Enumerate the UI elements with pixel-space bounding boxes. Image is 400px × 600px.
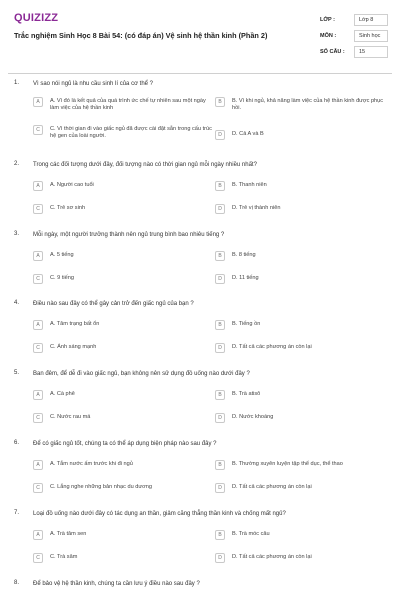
option-letter: B [215,390,225,400]
option-b[interactable] [215,96,385,118]
option-letter: B [215,530,225,540]
option-c[interactable] [33,273,213,289]
option-text: D. Tất cả các phương án còn lại [232,484,312,490]
option-a[interactable] [33,250,213,266]
option-letter: D [215,274,225,284]
option-d[interactable] [215,273,385,289]
question-text: Trong các đối tượng dưới đây, đối tượng nào có thời gian ngủ mỗi ngày nhiều nhất? [33,162,257,168]
question-number: 5. [14,370,20,376]
worksheet-meta [320,12,388,60]
option-b[interactable] [215,459,385,475]
option-d[interactable] [215,129,385,145]
worksheet-header [0,0,400,72]
option-text: C. Trẻ sơ sinh [50,205,86,211]
option-d[interactable] [215,342,385,358]
option-letter: C [33,274,43,284]
option-a[interactable] [33,319,213,335]
option-text: C. Ánh sáng mạnh [50,344,97,350]
option-a[interactable] [33,180,213,196]
option-letter: A [33,460,43,470]
option-a[interactable] [33,459,213,475]
option-letter: C [33,413,43,423]
option-letter: C [33,204,43,214]
option-text: C. Lắng nghe những bản nhạc du dương [50,484,152,490]
option-letter: C [33,343,43,353]
option-letter: C [33,125,43,135]
option-c[interactable] [33,552,213,568]
option-text: A. Tâm trạng bất ổn [50,321,100,327]
option-text: D. 11 tiếng [232,275,259,281]
option-text: D. Trẻ vị thành niên [232,205,281,211]
option-letter: B [215,251,225,261]
option-text: D. Cả A và B [232,131,264,137]
option-text: A. Vì đó là kết quả của quá trình ức chế tự nhiên sau một ngày làm việc của hệ thần kinh [50,98,206,111]
option-letter: B [215,97,225,107]
option-d[interactable] [215,482,385,498]
meta-value: Sinh học [354,30,388,42]
quizizz-logo: QUIZIZZ [14,12,59,24]
option-b[interactable] [215,250,385,266]
option-a[interactable] [33,96,213,118]
option-letter: B [215,181,225,191]
question-text: Loại đồ uống nào dưới đây có tác dụng an thần, giảm căng thẳng thần kinh và chống mất ngủ? [33,511,286,517]
option-text: C. Trà sâm [50,554,78,560]
meta-label: SỐ CÂU : [320,49,345,55]
question-number: 4. [14,300,20,306]
option-letter: D [215,553,225,563]
option-text: B. Vì khi ngủ, khả năng làm việc của hệ thần kinh được phục hồi. [232,98,384,111]
option-letter: C [33,553,43,563]
option-text: B. Trà móc câu [232,531,270,537]
meta-row-class [320,12,388,28]
option-a[interactable] [33,389,213,405]
option-letter: A [33,390,43,400]
question-number: 1. [14,80,20,86]
option-text: A. Trà tâm sen [50,531,87,537]
option-letter: A [33,97,43,107]
option-letter: D [215,343,225,353]
option-c[interactable] [33,412,213,428]
option-text: D. Tất cả các phương án còn lại [232,554,312,560]
option-letter: B [215,320,225,330]
option-text: B. Tiếng ồn [232,321,261,327]
option-c[interactable] [33,342,213,358]
meta-value: Lớp 8 [354,14,388,26]
meta-value: 15 [354,46,388,58]
option-text: A. Người cao tuổi [50,182,94,188]
option-text: C. Nước rau má [50,414,91,420]
question-text: Để bảo vệ hệ thần kinh, chúng ta cần lưu ý điều nào sau đây ? [33,581,200,587]
header-divider [8,73,392,74]
option-letter: D [215,204,225,214]
option-b[interactable] [215,389,385,405]
option-c[interactable] [33,482,213,498]
question-text: Ban đêm, để dễ đi vào giấc ngủ, bạn không nên sử dụng đồ uống nào dưới đây ? [33,371,250,377]
option-b[interactable] [215,180,385,196]
meta-row-subject [320,28,388,44]
question-text: Mỗi ngày, một người trưởng thành nên ngủ trung bình bao nhiêu tiếng ? [33,232,225,238]
question-number: 8. [14,580,20,586]
option-letter: A [33,251,43,261]
question-number: 2. [14,161,20,167]
option-text: B. Thanh niên [232,182,267,188]
option-text: B. 8 tiếng [232,252,256,258]
question-number: 7. [14,510,20,516]
option-b[interactable] [215,319,385,335]
option-text: B. Thường xuyên luyện tập thể dục, thể thao [232,461,343,467]
meta-row-count [320,44,388,60]
worksheet-title: Trắc nghiệm Sinh Học 8 Bài 54: (có đáp án) Vệ sinh hệ thần kinh (Phần 2) [14,31,268,40]
meta-label: MÔN : [320,33,337,39]
option-letter: C [33,483,43,493]
question-number: 6. [14,440,20,446]
option-text: A. Tắm nước ấm trước khi đi ngủ [50,461,133,467]
option-d[interactable] [215,203,385,219]
option-text: D. Tất cả các phương án còn lại [232,344,312,350]
option-letter: D [215,130,225,140]
option-letter: D [215,483,225,493]
question-text: Điều nào sau đây có thể gây cản trở đến giấc ngủ của bạn ? [33,301,194,307]
option-letter: B [215,460,225,470]
option-text: D. Nước khoáng [232,414,274,420]
option-c[interactable] [33,203,213,219]
option-b[interactable] [215,529,385,545]
option-letter: A [33,181,43,191]
option-text: C. Vì thời gian đi vào giấc ngủ đã được cài đặt sẵn trong cấu trúc hệ gen của loài người. [50,126,212,139]
option-d[interactable] [215,552,385,568]
option-letter: D [215,413,225,423]
option-text: B. Trà atisô [232,391,261,397]
option-c[interactable] [33,124,213,146]
option-a[interactable] [33,529,213,545]
option-letter: A [33,320,43,330]
option-d[interactable] [215,412,385,428]
option-text: A. 5 tiếng [50,252,74,258]
option-text: C. 9 tiếng [50,275,74,281]
option-letter: A [33,530,43,540]
question-number: 3. [14,231,20,237]
option-text: A. Cà phê [50,391,75,397]
question-text: Để có giấc ngủ tốt, chúng ta có thể áp dụng biện pháp nào sau đây ? [33,441,217,447]
meta-label: LỚP : [320,17,335,23]
question-text: Vì sao nói ngủ là nhu cầu sinh lí của cơ thể ? [33,81,154,87]
